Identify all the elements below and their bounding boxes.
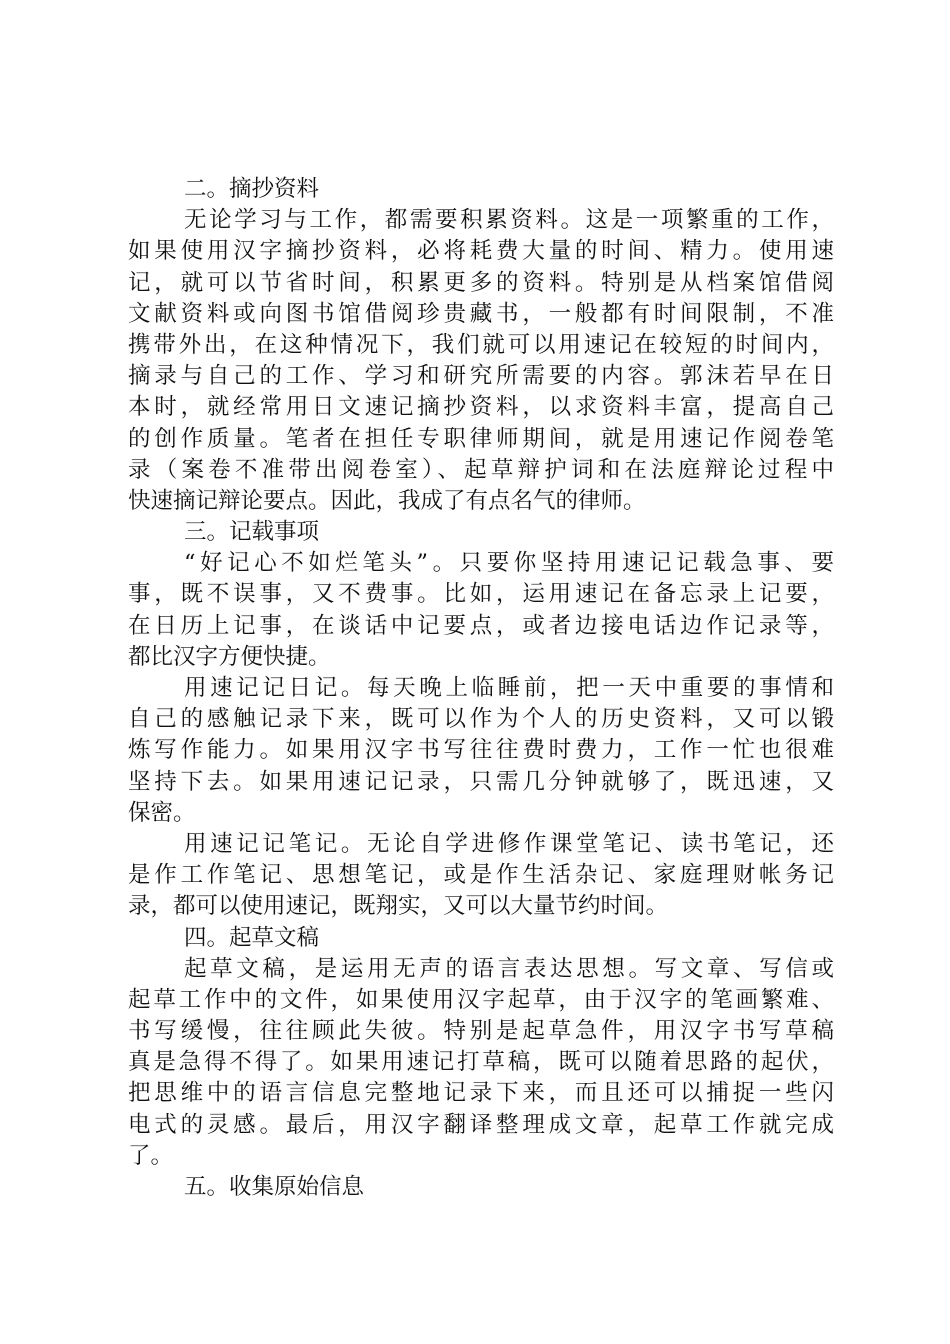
- paragraph-line: 的创作质量。笔者在担任专职律师期间，就是用速记作阅卷笔: [128, 425, 834, 452]
- paragraph-line: 事，既不误事，又不费事。比如，运用速记在备忘录上记要，: [128, 581, 834, 608]
- paragraph-line: 在日历上记事，在谈话中记要点，或者边接电话边作记录等，: [128, 612, 834, 639]
- paragraph-line: 起草文稿，是运用无声的语言表达思想。写文章、写信或: [184, 955, 834, 982]
- paragraph-line: 自己的感触记录下来，既可以作为个人的历史资料，又可以锻: [128, 706, 834, 733]
- paragraph-line: 起草工作中的文件，如果使用汉字起草，由于汉字的笔画繁难、: [128, 986, 834, 1013]
- section-heading: 四。起草文稿: [184, 924, 320, 951]
- paragraph-line: 本时，就经常用日文速记摘抄资料，以求资料丰富，提高自己: [128, 394, 834, 421]
- paragraph-line: 了。: [128, 1142, 174, 1169]
- paragraph-line: 用速记记日记。每天晚上临睡前，把一天中重要的事情和: [184, 675, 834, 701]
- paragraph-line: 录，都可以使用速记，既翔实，又可以大量节约时间。: [128, 893, 669, 920]
- paragraph-line: 电式的灵感。最后，用汉字翻译整理成文章，起草工作就完成: [128, 1111, 834, 1138]
- paragraph-line: 快速摘记辩论要点。因此，我成了有点名气的律师。: [128, 487, 646, 514]
- document-page: [128, 174, 834, 1203]
- paragraph-line: 坚持下去。如果用速记记录，只需几分钟就够了，既迅速，又: [128, 768, 834, 795]
- paragraph-line: 无论学习与工作，都需要积累资料。这是一项繁重的工作，: [184, 207, 834, 234]
- paragraph-line: 携带外出，在这种情况下，我们就可以用速记在较短的时间内，: [128, 331, 834, 358]
- section-heading: 五。收集原始信息: [184, 1174, 365, 1200]
- paragraph-line: 用速记记笔记。无论自学进修作课堂笔记、读书笔记，还: [184, 830, 834, 857]
- paragraph-line: 记，就可以节省时间，积累更多的资料。特别是从档案馆借阅: [128, 269, 834, 296]
- section-heading: 二。摘抄资料: [184, 176, 320, 202]
- paragraph-line: 摘录与自己的工作、学习和研究所需要的内容。郭沫若早在日: [128, 363, 834, 390]
- section-heading: 三。记载事项: [184, 519, 320, 546]
- paragraph-line: 真是急得不得了。如果用速记打草稿，既可以随着思路的起伏，: [128, 1049, 834, 1076]
- paragraph-line: 文献资料或向图书馆借阅珍贵藏书，一般都有时间限制，不准: [128, 300, 834, 327]
- paragraph-line: 都比汉字方便快捷。: [128, 643, 331, 670]
- paragraph-line: 保密。: [128, 799, 196, 826]
- paragraph-line: 是作工作笔记、思想笔记，或是作生活杂记、家庭理财帐务记: [128, 862, 834, 889]
- paragraph-line: 录（案卷不准带出阅卷室）、起草辩护词和在法庭辩论过程中: [128, 456, 834, 483]
- paragraph-line: 炼写作能力。如果用汉字书写往往费时费力，工作一忙也很难: [128, 737, 834, 764]
- paragraph-line: 书写缓慢，往往顾此失彼。特别是起草急件，用汉字书写草稿: [128, 1018, 834, 1045]
- paragraph-line: 把思维中的语言信息完整地记录下来，而且还可以捕捉一些闪: [128, 1080, 834, 1107]
- paragraph-line: “好记心不如烂笔头”。只要你坚持用速记记载急事、要: [184, 550, 834, 577]
- paragraph-line: 如果使用汉字摘抄资料，必将耗费大量的时间、精力。使用速: [128, 238, 834, 265]
